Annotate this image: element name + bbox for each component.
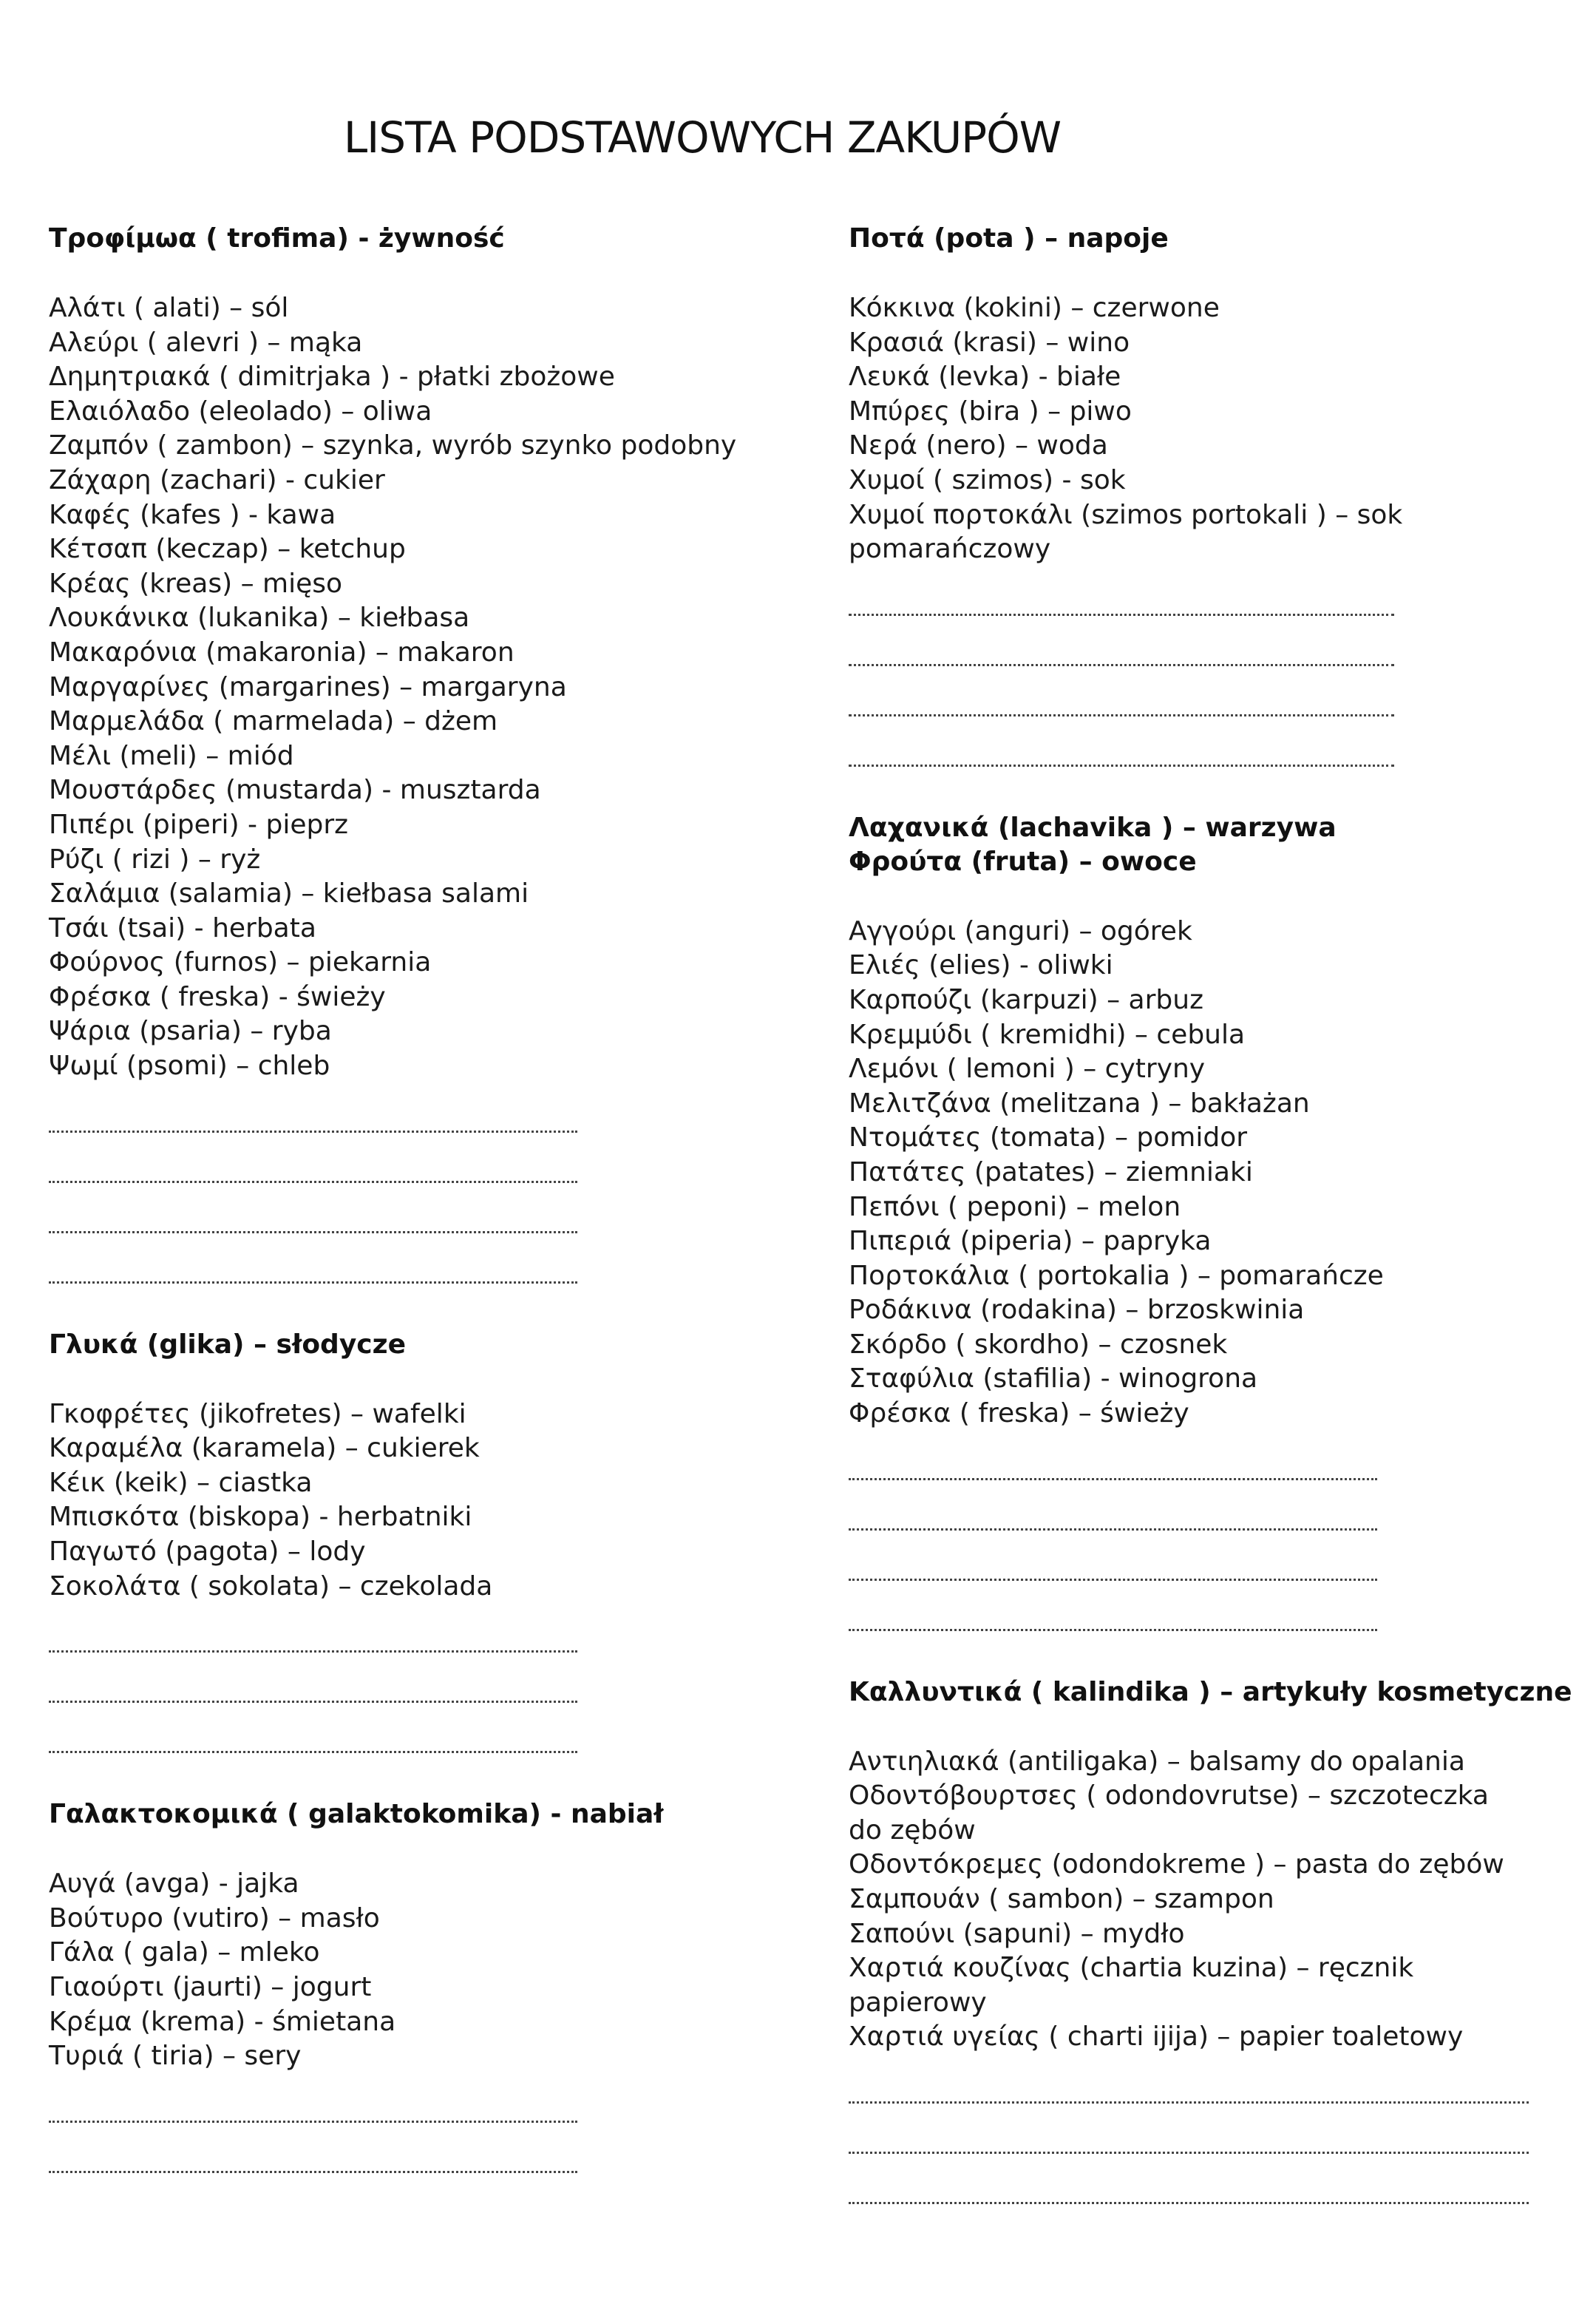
write-in-line xyxy=(849,1548,1377,1599)
list-item: Ψάρια (psaria) – ryba xyxy=(49,1016,332,1047)
section-heading: Καλλυντικά ( kalindika ) – artykuły kosmetyczne xyxy=(849,1676,1572,1707)
item-list xyxy=(49,1397,803,1604)
list-item: Κρασιά (krasi) – wino xyxy=(849,327,1130,358)
section-heading-fruits: Φρούτα (fruta) – owoce xyxy=(849,846,1197,877)
list-item: Φρέσκα ( freska) – świeży xyxy=(849,1398,1189,1429)
list-item: Αυγά (avga) - jajka xyxy=(49,1868,299,1900)
list-item: Βούτυρο (vutiro) – masło xyxy=(49,1902,380,1934)
list-item: Ελιές (elies) - oliwki xyxy=(849,950,1113,981)
write-in-line xyxy=(49,1251,577,1301)
list-item: Ελαιόλαδο (eleolado) – oliwa xyxy=(49,396,432,427)
list-item: Κόκκινα (kokini) – czerwone xyxy=(849,293,1220,323)
write-in-line xyxy=(849,2071,1529,2121)
list-item: Οδοντόκρεμες (odondokreme ) – pasta do zębów xyxy=(849,1849,1504,1880)
list-item: Σοκολάτα ( sokolata) – czekolada xyxy=(49,1570,493,1602)
list-item: Πορτοκάλια ( portokalia ) – pomarańcze xyxy=(849,1260,1384,1291)
list-item: Ντομάτες (tomata) – pomidor xyxy=(849,1122,1248,1153)
list-item: Κρέας (kreas) – mięso xyxy=(49,568,343,599)
list-item: Μπύρες (bira ) – piwo xyxy=(849,396,1132,427)
list-item: Πιπέρι (piperi) - pieprz xyxy=(49,809,349,840)
item-list xyxy=(849,291,1596,567)
write-in-line xyxy=(849,2121,1529,2172)
write-in-line xyxy=(849,1599,1377,1649)
list-item: Πιπεριά (piperia) – papryka xyxy=(849,1226,1212,1257)
section-food xyxy=(49,222,803,1301)
blank-lines xyxy=(849,583,1596,784)
write-in-line xyxy=(49,2090,577,2141)
list-item: Μουστάρδες (mustarda) - musztarda xyxy=(49,775,541,806)
section-heading: Γλυκά (glika) – słodycze xyxy=(49,1329,406,1360)
list-item: Παγωτό (pagota) – lody xyxy=(49,1536,366,1568)
list-item: Πατάτες (patates) – ziemniaki xyxy=(849,1156,1253,1187)
write-in-line xyxy=(849,583,1394,634)
section-sweets xyxy=(49,1328,803,1772)
list-item: Ρύζι ( rizi ) – ryż xyxy=(49,844,261,875)
list-item: Δημητριακά ( dimitrjaka ) - płatki zbożowe xyxy=(49,362,615,393)
list-item: Χαρτιά υγείας ( charti ijija) – papier toaletowy xyxy=(849,2022,1464,2053)
list-item: Οδοντόβουρτσες ( odondovrutse) – szczoteczka do zębów xyxy=(849,1780,1489,1846)
item-list xyxy=(49,1867,803,2074)
write-in-line xyxy=(49,1150,577,1201)
list-item: Τσάι (tsai) - herbata xyxy=(49,912,316,943)
list-item: Γάλα ( gala) – mleko xyxy=(49,1937,320,1968)
list-item: Λευκά (levka) - białe xyxy=(849,362,1121,393)
list-item: Σαπούνι (sapuni) – mydło xyxy=(849,1918,1185,1949)
blank-lines xyxy=(49,1100,803,1301)
list-item: Μέλι (meli) – miód xyxy=(49,740,294,771)
write-in-line xyxy=(849,1448,1377,1498)
list-item: Φούρνος (furnos) – piekarnia xyxy=(49,947,432,978)
page-title: LISTA PODSTAWOWYCH ZAKUPÓW xyxy=(343,112,1062,163)
blank-lines xyxy=(49,2090,803,2191)
list-item: Τυριά ( tiria) – sery xyxy=(49,2041,302,2072)
section-heading-vegetables: Λαχανικά (lachavika ) – warzywa xyxy=(849,812,1337,843)
list-item: Αγγούρι (anguri) – ogórek xyxy=(849,915,1192,946)
write-in-line xyxy=(849,634,1394,684)
list-item: Γιαούρτι (jaurti) – jogurt xyxy=(49,1972,372,2002)
list-item: Μαργαρίνες (margarines) – margaryna xyxy=(49,671,567,702)
section-cosmetics xyxy=(849,1675,1596,2222)
list-item: Λεμόνι ( lemoni ) – cytryny xyxy=(849,1054,1206,1085)
list-item: Ζάχαρη (zachari) - cukier xyxy=(49,464,385,495)
list-item: Μπισκότα (biskopa) - herbatniki xyxy=(49,1502,472,1533)
write-in-line xyxy=(849,2172,1529,2222)
list-item: Ζαμπόν ( zambon) – szynka, wyrób szynko podobny xyxy=(49,430,737,461)
write-in-line xyxy=(849,1498,1377,1548)
list-item: Μελιτζάνα (melitzana ) – bakłażan xyxy=(849,1088,1310,1119)
list-item: Σταφύλια (stafilia) - winogrona xyxy=(849,1363,1258,1394)
list-item: Καρπούζι (karpuzi) – arbuz xyxy=(849,984,1203,1015)
item-list xyxy=(849,915,1596,1431)
section-vegetables-fruits xyxy=(849,811,1596,1649)
list-item: Χαρτιά κουζίνας (chartia kuzina) – ręcznik papierowy xyxy=(849,1953,1414,2018)
list-item: Κέτσαπ (keczap) – ketchup xyxy=(49,534,406,565)
item-list xyxy=(49,291,803,1084)
list-item: Γκοφρέτες (jikofretes) – wafelki xyxy=(49,1398,466,1429)
blank-lines xyxy=(849,1448,1596,1649)
list-item: Ψωμί (psomi) – chleb xyxy=(49,1051,330,1082)
write-in-line xyxy=(49,1201,577,1251)
list-item: Φρέσκα ( freska) - świeży xyxy=(49,981,386,1012)
right-column xyxy=(849,222,1596,2248)
write-in-line xyxy=(49,1100,577,1150)
section-heading: Τροφίμωα ( trofima) - żywność xyxy=(49,223,505,254)
list-item: Νερά (nero) – woda xyxy=(849,430,1108,461)
list-item: Χυμοί πορτοκάλι (szimos portokali ) – sok pomarańczowy xyxy=(849,499,1403,565)
list-item: Αντιηλιακά (antiligaka) – balsamy do opalania xyxy=(849,1746,1465,1777)
list-item: Κρέμα (krema) - śmietana xyxy=(49,2006,396,2037)
left-column xyxy=(49,222,803,2217)
section-drinks xyxy=(849,222,1596,784)
list-item: Αλεύρι ( alevri ) – mąka xyxy=(49,327,363,358)
write-in-line xyxy=(49,2141,577,2191)
blank-lines xyxy=(849,2071,1596,2222)
list-item: Αλάτι ( alati) – sól xyxy=(49,293,289,323)
write-in-line xyxy=(49,1620,577,1670)
list-item: Χυμοί ( szimos) - sok xyxy=(849,464,1126,495)
list-item: Μακαρόνια (makaronia) – makaron xyxy=(49,637,515,668)
list-item: Καφές (kafes ) - kawa xyxy=(49,499,336,530)
write-in-line xyxy=(849,734,1394,784)
write-in-line xyxy=(849,684,1394,734)
list-item: Ροδάκινα (rodakina) – brzoskwinia xyxy=(849,1295,1305,1326)
item-list xyxy=(849,1745,1596,2055)
section-heading: Γαλακτοκομικά ( galaktokomika) - nabiał xyxy=(49,1799,664,1830)
list-item: Σκόρδο ( skordho) – czosnek xyxy=(849,1329,1228,1360)
write-in-line xyxy=(49,1670,577,1721)
list-item: Σαλάμια (salamia) – kiełbasa salami xyxy=(49,878,529,909)
list-item: Κρεμμύδι ( kremidhi) – cebula xyxy=(849,1019,1246,1050)
list-item: Πεπόνι ( peponi) – melon xyxy=(849,1191,1181,1222)
list-item: Σαμπουάν ( sambon) – szampon xyxy=(849,1884,1274,1915)
list-item: Μαρμελάδα ( marmelada) – dżem xyxy=(49,706,498,737)
section-dairy xyxy=(49,1797,803,2191)
write-in-line xyxy=(49,1721,577,1771)
list-item: Καραμέλα (karamela) – cukierek xyxy=(49,1433,480,1464)
blank-lines xyxy=(49,1620,803,1771)
list-item: Κέικ (keik) – ciastka xyxy=(49,1467,313,1498)
section-heading: Ποτά (pota ) – napoje xyxy=(849,223,1169,254)
list-item: Λουκάνικα (lukanika) – kiełbasa xyxy=(49,603,470,634)
